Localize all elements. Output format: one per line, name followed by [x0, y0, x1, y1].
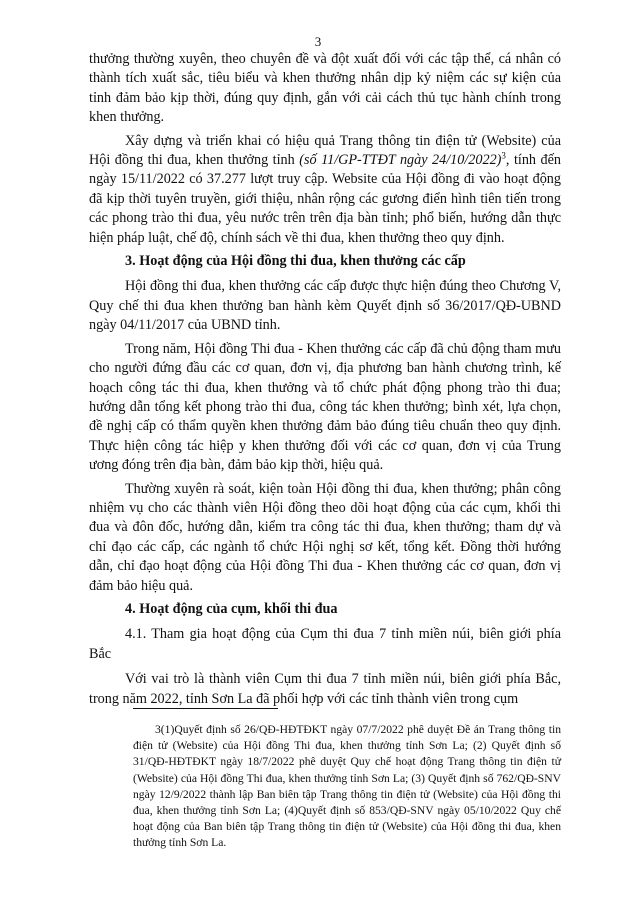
paragraph: Thường xuyên rà soát, kiện toàn Hội đồng thi đua, khen thưởng; phân công nhiệm vụ cho các thành viên Hội đồng theo dõi hoạt động của các cụm, khối thi đua và đôn đốc, hướng dẫn, kiểm tra công tác thi đua, khen thưởng; tham dự và chỉ đạo các cấp, các ngành tổ chức Hội nghị sơ kết, tổng kết. Đồng thời hướng dẫn, chỉ đạo hoạt động của Hội đồng Thi đua - Khen thưởng các cơ quan, đơn vị đảm bảo hiệu quả.	[89, 480, 561, 594]
footnote-text: 3(1)Quyết định số 26/QĐ-HĐTĐKT ngày 07/7/2022 phê duyệt Đề án Trang thông tin điện tử (Website) của Hội đồng Thi đua, khen thưởng tỉnh Sơn La; (2) Quyết định số 31/QĐ-HĐTĐKT ngày 18/7/2022 phê duyệt Quy chế hoạt động Trang thông tin điện tử (Website) của Hội đồng Thi đua, khen thưởng tỉnh Sơn La; (3) Quyết định số 762/QĐ-SNV ngày 12/9/2022 thành lập Ban biên tập Trang thông tin điện tử (Website) của Hội đồng thi đua, khen thưởng tỉnh Sơn La; (4)Quyết định số 853/QĐ-SNV ngày 05/10/2022 Quy chế hoạt động của Ban biên tập Trang thông tin điện tử (Website) của Hội đồng thi đua, khen thưởng tỉnh Sơn La.	[133, 723, 561, 850]
footnote-separator	[133, 708, 278, 709]
paragraph-website	[89, 132, 561, 248]
section-heading: 4. Hoạt động của cụm, khối thi đua	[125, 600, 338, 617]
license-reference: (số 11/GP-TTĐT ngày 24/10/2022)	[299, 152, 502, 169]
paragraph: thưởng thường xuyên, theo chuyên đề và đột xuất đối với các tập thể, cá nhân có thành tích xuất sắc, tiêu biểu và khen thưởng nhân dịp kỷ niệm các sự kiện của tỉnh đảm bảo kịp thời, đúng quy định, gắn với cải cách thủ tục hành chính trong khen thưởng.	[89, 51, 561, 126]
paragraph: Trong năm, Hội đồng Thi đua - Khen thưởng các cấp đã chủ động tham mưu cho người đứng đầu các cơ quan, đơn vị, địa phương ban hành chương trình, kế hoạch công tác thi đua, khen thưởng và tổ chức phát động phong trào thi đua; hướng dẫn tổng kết phong trào thi đua, công tác khen thưởng; bình xét, lựa chọn, đề nghị cấp có thẩm quyền khen thưởng đảm bảo đúng tiêu chuẩn theo quy định. Thực hiện công tác hiệp y khen thưởng đối với các cơ quan, đơn vị của Trung ương đóng trên địa bàn, đảm bảo kịp thời, hiệu quả.	[89, 340, 561, 474]
subsection-heading: 4.1. Tham gia hoạt động của Cụm thi đua 7 tỉnh miền núi, biên giới phía Bắc	[89, 626, 561, 662]
paragraph: Với vai trò là thành viên Cụm thi đua 7 tỉnh miền núi, biên giới phía Bắc, trong năm 2022, tỉnh Sơn La đã phối hợp với các tỉnh thành viên trong cụm	[89, 671, 561, 707]
footnote	[133, 722, 561, 852]
body-text	[89, 50, 561, 713]
page-number: 3	[314, 34, 322, 49]
paragraph-text: , tính đến ngày 15/11/2022 có 37.277 lượt truy cập. Website của Hội đồng đi vào hoạt động đã kịp thời tuyên truyền, giới thiệu, nhân rộng các gương điển hình tiên tiến trong các phong trào thi đua, yêu nước trên trên địa bàn tỉnh; phổ biến, hướng dẫn thực hiện pháp luật, chế độ, chính sách về thi đua, khen thưởng theo quy định.	[89, 152, 561, 246]
paragraph-text: Xây dựng và triển khai có hiệu quả Trang thông tin điện tử (Website) của Hội đồng thi đua, khen thưởng tỉnh	[89, 132, 561, 169]
footnote-marker: 3	[501, 150, 506, 161]
section-heading: 3. Hoạt động của Hội đồng thi đua, khen thưởng các cấp	[125, 253, 466, 270]
paragraph: Hội đồng thi đua, khen thưởng các cấp được thực hiện đúng theo Chương V, Quy chế thi đua khen thưởng ban hành kèm Quyết định số 36/2017/QĐ-UBND ngày 04/11/2017 của UBND tỉnh.	[89, 278, 561, 334]
